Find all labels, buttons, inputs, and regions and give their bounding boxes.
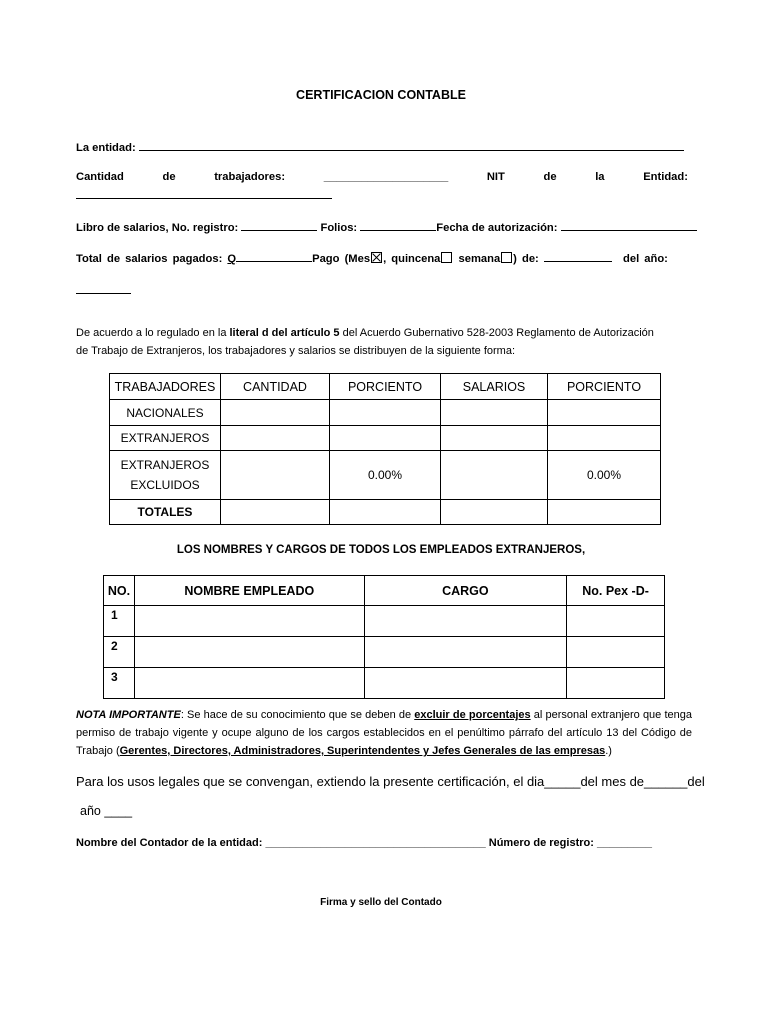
emp-header: NO. [104, 576, 135, 606]
nota-text-c: .) [605, 745, 612, 757]
libro-line [76, 219, 697, 234]
anio-line: año ____ [80, 804, 133, 818]
firma-label: Firma y sello del Contado [320, 897, 442, 908]
nota-label: NOTA IMPORTANTE [76, 709, 181, 721]
periodo-field[interactable] [544, 250, 612, 262]
quincena-label: , quincena [383, 253, 441, 265]
libro-registro-field[interactable] [241, 219, 317, 231]
cell[interactable] [330, 400, 441, 426]
row-number: 1 [104, 606, 135, 637]
pago-label: Pago (Mes [312, 253, 371, 265]
workers-row [76, 171, 688, 183]
total-line [76, 250, 668, 265]
cell[interactable] [221, 500, 330, 525]
table-row [110, 426, 661, 451]
cell[interactable] [134, 668, 364, 699]
semana-checkbox[interactable] [501, 252, 512, 263]
currency-q: Q [227, 253, 237, 265]
cell[interactable] [441, 400, 548, 426]
folios-field[interactable] [360, 219, 436, 231]
excluidos-line2: EXCLUIDOS [130, 478, 200, 492]
regulation-paragraph [76, 324, 692, 360]
cell[interactable] [548, 426, 661, 451]
total-field[interactable] [236, 250, 312, 262]
para1-text-a: De acuerdo a lo regulado en la [76, 327, 230, 339]
quincena-checkbox[interactable] [441, 252, 452, 263]
cell[interactable] [221, 426, 330, 451]
mes-checkbox[interactable] [371, 252, 382, 263]
dist-header: SALARIOS [441, 374, 548, 400]
pct-cell: 0.00% [548, 451, 661, 500]
cell[interactable] [221, 400, 330, 426]
row-label-excluidos [110, 451, 221, 500]
nota-text-a: : Se hace de su conocimiento que se deben de [180, 709, 415, 721]
dist-header: PORCIENTO [330, 374, 441, 400]
employees-heading: LOS NOMBRES Y CARGOS DE TODOS LOS EMPLEADOS EXTRANJEROS, [176, 544, 586, 556]
cell[interactable] [548, 400, 661, 426]
cell[interactable] [364, 606, 567, 637]
table-row [104, 637, 665, 668]
nota-paragraph [76, 706, 692, 760]
workers-row-word: de [162, 171, 176, 183]
cell[interactable] [567, 668, 665, 699]
cert-line: Para los usos legales que se convengan, extiendo la presente certificación, el dia_____del mes de______del [76, 774, 705, 789]
anio-field-line [76, 282, 131, 297]
cell[interactable] [441, 426, 548, 451]
workers-continuation [76, 187, 332, 202]
table-row [110, 451, 661, 500]
row-label-totales: TOTALES [110, 500, 221, 525]
cell[interactable] [330, 500, 441, 525]
contador-label: Nombre del Contador de la entidad: ____________________________________ [76, 837, 486, 849]
employees-table [103, 575, 665, 699]
workers-row-word: de [543, 171, 557, 183]
cell[interactable] [134, 606, 364, 637]
emp-header: No. Pex -D- [567, 576, 665, 606]
para1-text-c: de Trabajo de Extranjeros, los trabajadores y salarios se distribuyen de la siguiente forma: [76, 345, 516, 357]
table-row [104, 606, 665, 637]
entity-nit-field[interactable] [76, 187, 332, 199]
registro-label: Número de registro: _________ [488, 837, 653, 849]
cell[interactable] [567, 637, 665, 668]
entity-line [76, 139, 684, 154]
para1-bold: literal d del artículo 5 [229, 327, 340, 339]
para1-text-b: del Acuerdo Gubernativo 528-2003 Reglamento de Autorización [339, 327, 654, 339]
table-row [104, 668, 665, 699]
cell[interactable] [134, 637, 364, 668]
workers-row-word: la [595, 171, 605, 183]
emp-header: NOMBRE EMPLEADO [134, 576, 364, 606]
distribution-table [109, 373, 661, 525]
cell[interactable] [441, 500, 548, 525]
cell[interactable] [567, 606, 665, 637]
cell[interactable] [364, 668, 567, 699]
emp-header: CARGO [364, 576, 567, 606]
entity-field[interactable] [139, 139, 684, 151]
nota-underlined: excluir de porcentajes [414, 709, 531, 721]
dist-header: TRABAJADORES [110, 374, 221, 400]
total-label: Total de salarios pagados: [76, 253, 223, 265]
workers-row-word: NIT [486, 171, 505, 183]
anio-field[interactable] [76, 282, 131, 294]
document-title: CERTIFICACION CONTABLE [296, 88, 466, 102]
libro-label: Libro de salarios, No. registro: [76, 222, 239, 234]
fecha-label: Fecha de autorización: [436, 222, 558, 234]
pct-cell: 0.00% [330, 451, 441, 500]
row-label: EXTRANJEROS [110, 426, 221, 451]
dist-header: CANTIDAD [221, 374, 330, 400]
row-number: 3 [104, 668, 135, 699]
contador-line [76, 837, 652, 849]
table-row [110, 400, 661, 426]
semana-label: semana [453, 253, 501, 265]
workers-row-word: trabajadores: [214, 171, 286, 183]
row-label: NACIONALES [110, 400, 221, 426]
workers-row-word: Cantidad [76, 171, 124, 183]
folios-label: Folios: [320, 222, 358, 234]
dist-header: PORCIENTO [548, 374, 661, 400]
cell[interactable] [548, 500, 661, 525]
row-number: 2 [104, 637, 135, 668]
del-anio-label: del año: [623, 253, 668, 265]
workers-row-word: Entidad: [643, 171, 688, 183]
de-label: ) de: [513, 253, 539, 265]
nota-text-b: al personal extranjero que tenga permiso de trabajo vigente y ocupe alguno de los cargos establecidos en el penúltimo párrafo del artículo 13 del Código de Trabajo ( [76, 709, 692, 757]
excluidos-line1: EXTRANJEROS [120, 458, 210, 472]
cell[interactable] [441, 451, 548, 500]
table-row [110, 500, 661, 525]
cell[interactable] [221, 451, 330, 500]
cell[interactable] [364, 637, 567, 668]
nota-bold-list: Gerentes, Directores, Administradores, Superintendentes y Jefes Generales de las empresas [119, 745, 606, 757]
cell[interactable] [330, 426, 441, 451]
fecha-field[interactable] [561, 219, 697, 231]
workers-row-word: ____________________ [323, 171, 449, 183]
entity-label: La entidad: [76, 142, 136, 154]
